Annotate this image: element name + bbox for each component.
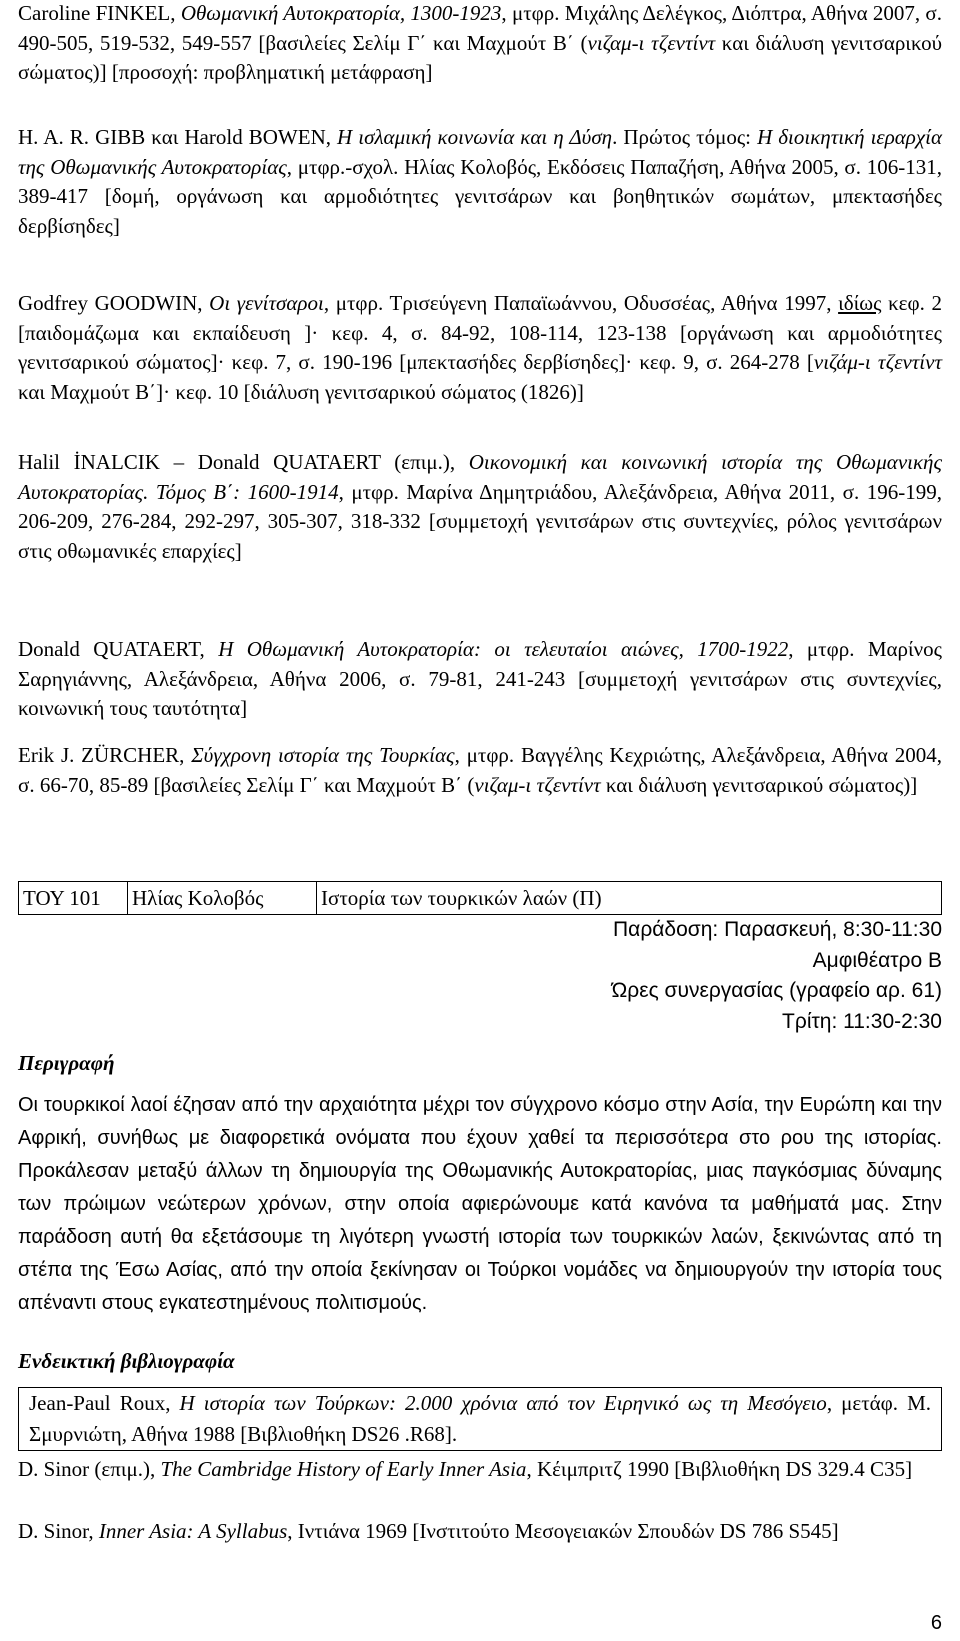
bib-notes: κεφ. 2 [παιδομάζωμα και εκπαίδευση ]· κεφ. 4, σ. 84-92, 108-114, 123-138 [οργάνωση και αρμοδιότητες γενιτσαρικού σώματος]· κεφ. 7, σ. 190-196 [μπεκτασήδες δερβίσηδες]· κεφ. 9, σ. 264-278 [ <box>18 291 942 374</box>
bib-author: Halil İNALCIK – Donald QUATAERT (επιμ.), <box>18 450 469 474</box>
bib-author: D. Sinor, <box>18 1519 99 1543</box>
bib-notes-end: και Μαχμούτ Β΄]· κεφ. 10 [διάλυση γενιτσαρικού σώματος (1826)] <box>18 379 584 404</box>
bib-details: , μτφρ. Τρισεύγενη Παπαϊωάννου, Οδυσσέας, Αθήνα 1997, <box>323 291 839 315</box>
bib-subtitle: Η διοικητική ιεραρχία της Οθωμανικής Αυτοκρατορίας <box>18 125 942 179</box>
bib-title: Σύγχρονη ιστορία της Τουρκίας <box>191 743 455 767</box>
bib-title: Οθωμανική Αυτοκρατορία, 1300-1923 <box>180 1 502 25</box>
bib-emphasis: ιδίως <box>838 291 882 315</box>
bib-entry-sinor-syllabus <box>18 1516 942 1547</box>
description-text: Οι τουρκικοί λαοί έζησαν από την αρχαιότητα μέχρι τον σύγχρονο κόσμο στην Ασία, την Ευρώπη και την Αφρική, συνήθως με διαφορετικά ονόματα που έχουν χαθεί τα περισσότερα στο ρου της ιστορίας. Προκάλεσαν μεταξύ άλλων τη δημιουργία της Οθωμανικής Αυτοκρατορίας, μιας παγκόσμιας δύναμης των πρώιμων νεώτερων χρόνων, στην οποία αφιερώνουμε κατά κανόνα τα μαθήματά μας. Στην παράδοση αυτή θα εξετάσουμε τη λιγότερη γνωστή ιστορία των τουρκικών λαών, ξεκινώντας από τη στέπα της Έσω Ασίας, από την οποία ξεκίνησαν οι Τούρκοι νομάδες να δημιουργούν την ιστορία τους απέναντι στους εγκατεστημένους πολιτισμούς. <box>18 1094 942 1314</box>
bib-details: , μτφρ. Μαρίνα Δημητριάδου, Αλεξάνδρεια, Αθήνα 2011, σ. 196-199, 206-209, 276-284, 292-297, 305-307, 318-332 [συμμετοχή γενιτσάρων στις συντεχνίες, ρόλος γενιτσάρων στις οθωμανικές επαρχίες] <box>18 479 942 563</box>
bib-details: , μτφρ. Μαρίνος Σαρηγιάννης, Αλεξάνδρεια, Αθήνα 2006, σ. 79-81, 241-243 [συμμετοχή γενιτσάρων στις συντεχνίες, κοινωνική τους ταυτότητα] <box>18 637 942 720</box>
bib-author: Erik J. ZÜRCHER, <box>18 743 192 767</box>
bib-details: , μτφρ. Βαγγέλης Κεχριώτης, Αλεξάνδρεια, Αθήνα 2004, σ. 66-70, 85-89 [βασιλείες Σελίμ Γ΄ και Μαχμούτ Β΄ ( <box>18 743 943 797</box>
course-info <box>611 915 942 1037</box>
bib-term: νιζαμ-ι τζεντίντ <box>474 772 601 797</box>
description-heading: Περιγραφή <box>18 1051 115 1075</box>
bib-entry-gibb <box>18 123 942 241</box>
course-room: Αμφιθέατρο Β <box>812 948 942 972</box>
bib-entry-finkel <box>18 0 942 88</box>
bib-title: Οι γενίτσαροι <box>209 291 324 315</box>
bib-details: , μετάφ. Μ. Σμυρνιώτη, Αθήνα 1988 [Βιβλιοθήκη DS26 .R68]. <box>29 1391 932 1446</box>
bib-author: Godfrey GOODWIN, <box>18 291 210 315</box>
bib-entry-roux <box>18 1387 942 1451</box>
bib-notes: , μτφρ.-σχολ. Ηλίας Κολοβός, Εκδόσεις Παπαζήση, Αθήνα 2005, σ. 106-131, 389-417 [δομή, οργάνωση και αρμοδιότητες γενιτσάρων και βοηθητικών σωμάτων, μπεκτασήδες δερβίσηδες] <box>18 154 942 238</box>
bib-details: , Ιντιάνα 1969 [Ινστιτούτο Μεσογειακών Σπουδών DS 786 S545] <box>287 1519 839 1543</box>
course-header-row <box>19 882 942 915</box>
bib-notes: και διάλυση γενιτσαρικού σώματος)] <box>600 772 918 797</box>
bibliography-heading: Ενδεικτική βιβλιογραφία <box>18 1349 235 1373</box>
page-number: 6 <box>930 1612 942 1634</box>
bib-title: Inner Asia: A Syllabus <box>98 1519 288 1543</box>
bib-entry-quataert <box>18 635 942 724</box>
bib-details: , μτφρ. Μιχάλης Δελέγκος, Διόπτρα, Αθήνα 2007, σ. 490-505, 519-532, 549-557 [βασιλείες Σελίμ Γ΄ και Μαχμούτ Β΄ ( <box>18 1 942 55</box>
bib-author: Caroline FINKEL, <box>18 1 181 25</box>
bib-author: H. A. R. GIBB και Harold BOWEN, <box>18 125 338 149</box>
course-header-table <box>18 881 942 915</box>
bib-title: Η ιστορία των Τούρκων: 2.000 χρόνια από τον Ειρηνικό ως τη Μεσόγειο <box>179 1391 827 1415</box>
course-title: Ιστορία των τουρκικών λαών (Π) <box>317 882 942 915</box>
bib-title: Η Οθωμανική Αυτοκρατορία: οι τελευταίοι αιώνες, 1700-1922 <box>218 637 789 661</box>
bib-title: The Cambridge History of Early Inner Asia <box>160 1457 527 1481</box>
course-instructor: Ηλίας Κολοβός <box>128 882 317 915</box>
office-hours-time: Τρίτη: 11:30-2:30 <box>782 1009 942 1033</box>
bib-author: Donald QUATAERT, <box>18 637 219 661</box>
bib-entry-zurcher <box>18 741 942 800</box>
bib-term: νιζαμ-ι τζεντίντ <box>587 30 716 55</box>
bib-entry-goodwin <box>18 289 942 407</box>
bib-author: Jean-Paul Roux, <box>29 1391 180 1415</box>
bib-author: D. Sinor (επιμ.), <box>18 1457 161 1481</box>
bib-entry-inalcik <box>18 448 942 566</box>
bib-title: Η ισλαμική κοινωνία και η Δύση <box>337 125 613 149</box>
bib-title: Οικονομική και κοινωνική ιστορία της Οθωμανικής Αυτοκρατορίας. Τόμος Β΄: 1600-1914 <box>18 450 942 504</box>
course-schedule: Παράδοση: Παρασκευή, 8:30-11:30 <box>613 918 942 941</box>
office-hours-label: Ώρες συνεργασίας (γραφείο αρ. 61) <box>611 979 942 1002</box>
course-code: ΤΟΥ 101 <box>19 882 128 915</box>
bib-notes: και διάλυση γενιτσαρικού σώματος)] [προσοχή: προβληματική μετάφραση] <box>18 30 942 84</box>
bib-term: νιζάμ-ι τζεντίντ <box>813 350 942 374</box>
bib-details: . Πρώτος τόμος: <box>612 125 758 149</box>
bib-entry-sinor-cambridge <box>18 1454 942 1485</box>
bib-details: , Κέιμπριτζ 1990 [Βιβλιοθήκη DS 329.4 C35] <box>526 1457 913 1481</box>
